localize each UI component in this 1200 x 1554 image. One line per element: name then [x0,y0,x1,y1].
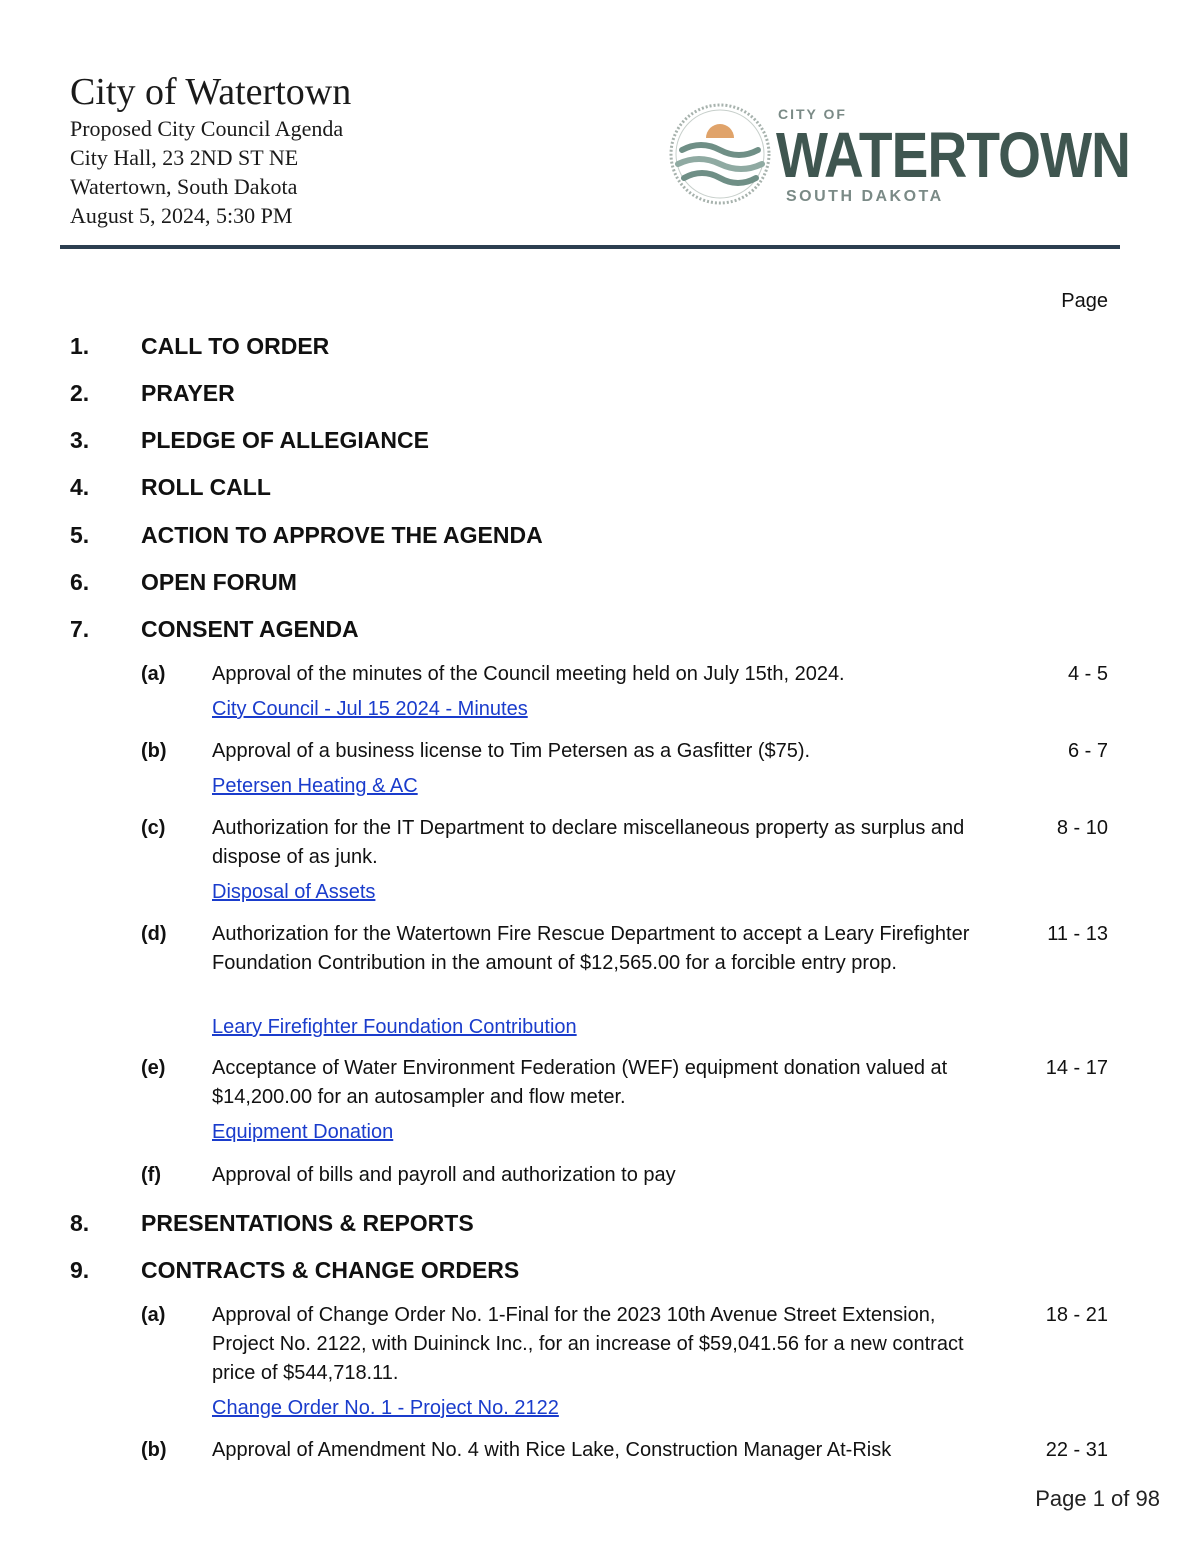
page-range: 6 - 7 [1067,740,1108,762]
page-range: 11 - 13 [1047,923,1108,945]
address: City Hall, 23 2ND ST NE [70,145,299,170]
attachment-link[interactable]: Equipment Donation [212,1121,394,1143]
sub-item-letter: (d) [141,923,167,945]
attachment-link[interactable]: Change Order No. 1 - Project No. 2122 [212,1397,559,1419]
item-title: ROLL CALL [141,474,271,500]
item-number: 9. [70,1257,90,1283]
item-title: OPEN FORUM [141,569,297,595]
sub-item-letter: (b) [141,1439,167,1461]
logo-wordmark: WATERTOWN [776,119,1131,191]
sub-item-letter: (a) [141,663,166,685]
logo-state: SOUTH DAKOTA [786,188,944,205]
page-title: City of Watertown [70,71,352,113]
page-range: 22 - 31 [1045,1439,1108,1461]
meeting-datetime: August 5, 2024, 5:30 PM [70,203,293,228]
item-title: PRAYER [141,380,235,406]
attachment-link[interactable]: Disposal of Assets [212,881,376,903]
page-column-header: Page [1061,290,1108,312]
sub-item-description: Approval of the minutes of the Council meeting held on July 15th, 2024. [212,663,845,685]
item-title: CALL TO ORDER [141,333,330,359]
page-range: 4 - 5 [1067,663,1108,685]
item-number: 7. [70,616,90,642]
agenda-subtitle: Proposed City Council Agenda [70,116,344,141]
logo-city-of: CITY OF [778,106,847,122]
sub-item-letter: (c) [141,817,166,839]
item-title: PRESENTATIONS & REPORTS [141,1210,474,1236]
sub-item-letter: (f) [141,1164,161,1186]
page-range: 8 - 10 [1056,817,1108,839]
item-title: PLEDGE OF ALLEGIANCE [141,427,429,453]
item-number: 2. [70,380,90,406]
location: Watertown, South Dakota [70,174,298,199]
sub-item-letter: (b) [141,740,167,762]
attachment-link[interactable]: Leary Firefighter Foundation Contribution [212,1016,577,1038]
sub-item-letter: (e) [141,1057,166,1079]
page-range: 14 - 17 [1045,1057,1108,1079]
sub-item-description: Approval of a business license to Tim Petersen as a Gasfitter ($75). [212,740,811,762]
item-number: 1. [70,333,90,359]
item-number: 3. [70,427,90,453]
agenda-header [70,70,351,230]
sub-item-description: Approval of bills and payroll and authorization to pay [212,1164,676,1186]
attachment-link[interactable]: City Council - Jul 15 2024 - Minutes [212,698,528,720]
sub-item-description: Approval of Amendment No. 4 with Rice Lake, Construction Manager At-Risk [212,1439,892,1461]
header-divider [60,245,1120,249]
item-title: ACTION TO APPROVE THE AGENDA [141,522,543,548]
sub-item-description: Acceptance of Water Environment Federation (WEF) equipment donation valued at $14,200.00 for an autosampler and flow meter. [212,1057,948,1108]
sub-item-letter: (a) [141,1304,166,1326]
page-footer: Page 1 of 98 [1035,1486,1160,1511]
item-title: CONSENT AGENDA [141,616,359,642]
sub-item-description: Approval of Change Order No. 1-Final for the 2023 10th Avenue Street Extension, Project No. 2122, with Duininck Inc., for an increase of $59,041.56 for a new contract price of $544,718.11. [212,1304,964,1384]
item-number: 5. [70,522,90,548]
sub-item-description: Authorization for the Watertown Fire Rescue Department to accept a Leary Firefighter Foundation Contribution in the amount of $12,565.00 for a forcible entry prop. [212,923,970,974]
logo-emblem-icon [668,100,772,208]
item-number: 4. [70,474,90,500]
item-number: 8. [70,1210,90,1236]
item-title: CONTRACTS & CHANGE ORDERS [141,1257,520,1283]
item-number: 6. [70,569,90,595]
page-range: 18 - 21 [1045,1304,1108,1326]
city-logo [668,100,1131,212]
sub-item-description: Authorization for the IT Department to declare miscellaneous property as surplus and dispose of as junk. [212,817,965,868]
attachment-link[interactable]: Petersen Heating & AC [212,775,418,797]
